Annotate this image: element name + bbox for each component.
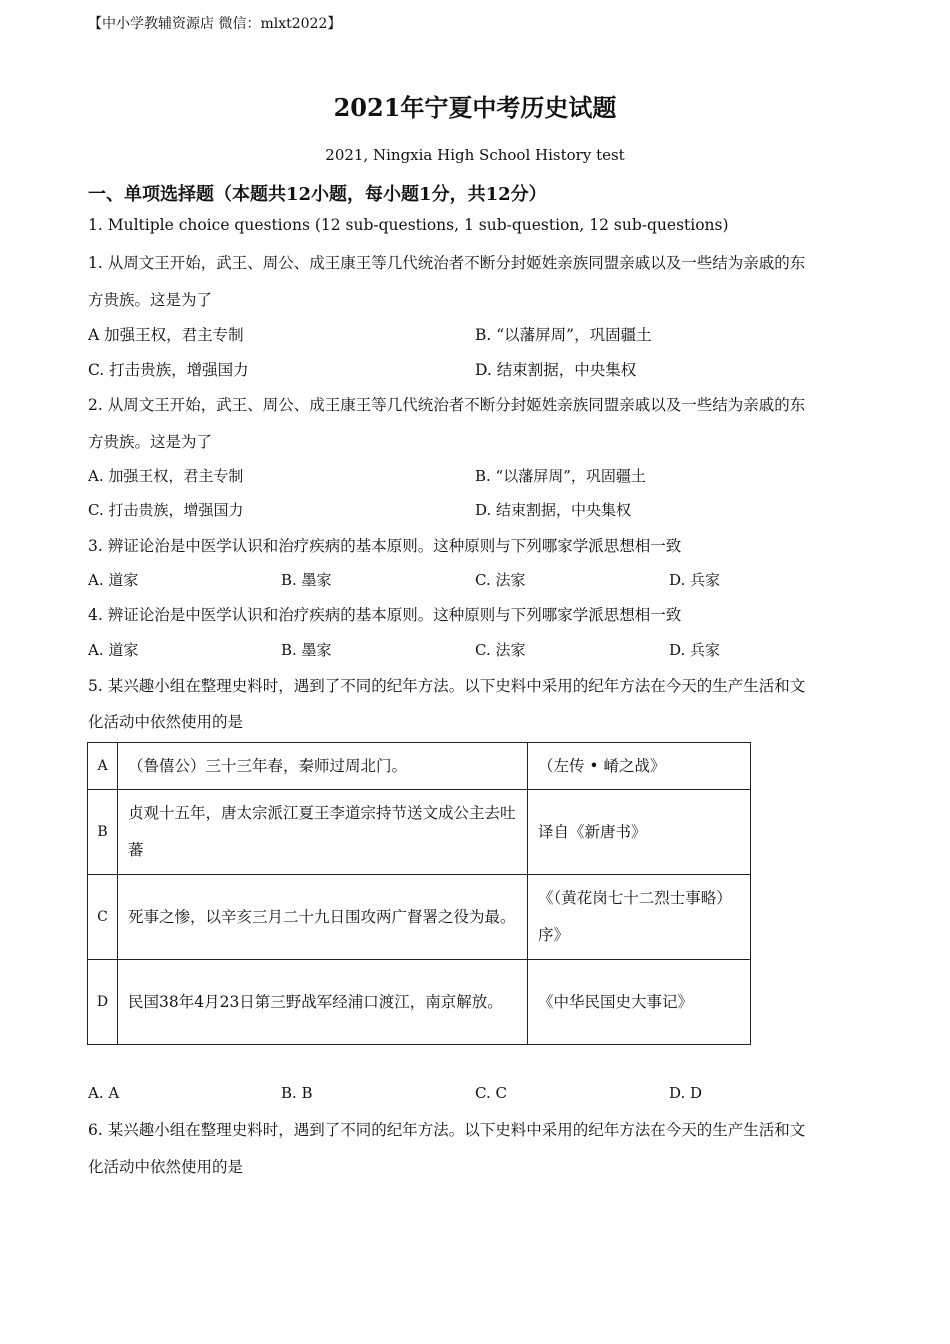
table-row: [88, 875, 751, 960]
row-source: 《（黄花岗七十二烈士事略）序》: [528, 875, 751, 960]
question-6-line-2: 化活动中依然使用的是: [88, 1158, 244, 1176]
question-2-option-d: D. 结束割据，中央集权: [475, 501, 632, 519]
page-title: 2021年宁夏中考历史试题: [333, 93, 617, 122]
row-source: （左传 • 崤之战》: [528, 743, 751, 790]
row-text: 死事之惨，以辛亥三月二十九日围攻两广督署之役为最。: [118, 875, 528, 960]
row-letter: A: [88, 743, 118, 790]
question-4-option-b: B. 墨家: [281, 641, 332, 659]
question-5-line-2: 化活动中依然使用的是: [88, 713, 244, 731]
question-5-option-d: D. D: [669, 1084, 703, 1102]
question-5-option-c: C. C: [475, 1084, 507, 1102]
row-source: 译自《新唐书》: [528, 790, 751, 875]
question-2-option-a: A. 加强王权，君主专制: [88, 467, 244, 485]
question-1-option-d: D. 结束割据，中央集权: [475, 361, 637, 379]
question-1-line-1: 1. 从周文王开始，武王、周公、成王康王等几代统治者不断分封姬姓亲族同盟亲戚以及一些结为亲戚的东: [88, 254, 806, 272]
table-row: [88, 790, 751, 875]
question-2-line-1: 2. 从周文王开始，武王、周公、成王康王等几代统治者不断分封姬姓亲族同盟亲戚以及一些结为亲戚的东: [88, 396, 806, 414]
row-letter: D: [88, 960, 118, 1045]
question-3-line-1: 3. 辨证论治是中医学认识和治疗疾病的基本原则。这种原则与下列哪家学派思想相一致: [88, 537, 682, 555]
row-letter: B: [88, 790, 118, 875]
question-4-option-a: A. 道家: [88, 641, 139, 659]
row-source: 《中华民国史大事记》: [528, 960, 751, 1045]
question-2-option-c: C. 打击贵族，增强国力: [88, 501, 244, 519]
question-5-option-a: A. A: [88, 1084, 120, 1102]
table-row: [88, 960, 751, 1045]
question-1-line-2: 方贵族。这是为了: [88, 291, 213, 309]
question-4-option-c: C. 法家: [475, 641, 526, 659]
row-text: （鲁僖公）三十三年春，秦师过周北门。: [118, 743, 528, 790]
question-3-option-d: D. 兵家: [669, 571, 721, 589]
row-text: 贞观十五年，唐太宗派江夏王李道宗持节送文成公主去吐蕃: [118, 790, 528, 875]
question-1-option-b: B. “以藩屏周”，巩固疆土: [475, 326, 652, 344]
question-6-line-1: 6. 某兴趣小组在整理史料时，遇到了不同的纪年方法。以下史料中采用的纪年方法在今天的生产生活和文: [88, 1121, 806, 1139]
source-table: [87, 742, 751, 1045]
section-title: 一、单项选择题（本题共12小题，每小题1分，共12分）: [88, 184, 547, 205]
question-5-line-1: 5. 某兴趣小组在整理史料时，遇到了不同的纪年方法。以下史料中采用的纪年方法在今天的生产生活和文: [88, 677, 806, 695]
question-4-line-1: 4. 辨证论治是中医学认识和治疗疾病的基本原则。这种原则与下列哪家学派思想相一致: [88, 606, 682, 624]
row-text: 民国38年4月23日第三野战军经浦口渡江，南京解放。: [118, 960, 528, 1045]
question-1-option-a: A 加强王权，君主专制: [88, 326, 244, 344]
question-3-option-b: B. 墨家: [281, 571, 332, 589]
page-subtitle: 2021, Ningxia High School History test: [325, 146, 625, 164]
header-note: 【中小学教辅资源店 微信：mlxt2022】: [88, 16, 342, 32]
question-2-option-b: B. “以藩屏周”，巩固疆土: [475, 467, 646, 485]
question-3-option-c: C. 法家: [475, 571, 526, 589]
question-3-option-a: A. 道家: [88, 571, 139, 589]
question-2-line-2: 方贵族。这是为了: [88, 433, 213, 451]
section-note: 1. Multiple choice questions (12 sub-questions, 1 sub-question, 12 sub-questions): [88, 216, 729, 234]
row-letter: C: [88, 875, 118, 960]
question-1-option-c: C. 打击贵族，增强国力: [88, 361, 249, 379]
question-4-option-d: D. 兵家: [669, 641, 721, 659]
question-5-option-b: B. B: [281, 1084, 313, 1102]
table-row: [88, 743, 751, 790]
